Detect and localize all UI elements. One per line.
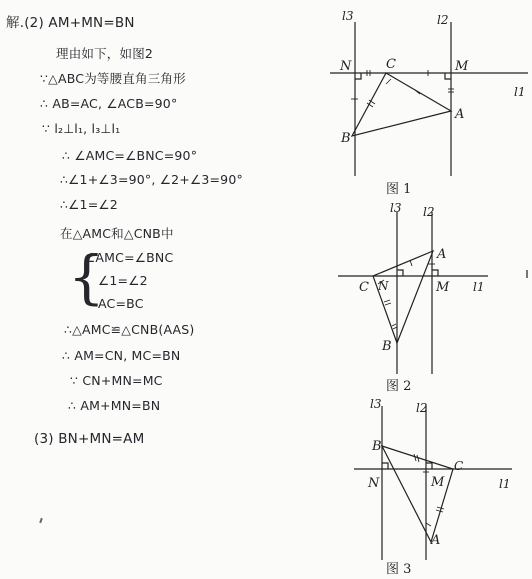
solution-line-9: 在△AMC和△CNB中: [60, 226, 174, 241]
fig1-l3-label: l3: [342, 9, 354, 23]
fig2-point-A: A: [437, 247, 447, 262]
fig3-caption: 图 3: [386, 562, 412, 577]
fig1-point-C: C: [386, 57, 396, 72]
fig3-point-M: M: [431, 475, 445, 490]
solution-line-16: ∴ AM+MN=BN: [68, 398, 161, 413]
fig1-point-M: M: [455, 59, 469, 74]
system-brace: {: [68, 243, 105, 311]
fig2-point-C: C: [359, 280, 369, 295]
fig1-caption: 图 1: [386, 182, 412, 197]
fig3-point-B: B: [372, 439, 382, 454]
fig2-l1-label: l1: [473, 280, 485, 294]
fig3-point-A: A: [431, 533, 441, 548]
solution-line-13: ∴△AMC≌△CNB(AAS): [64, 322, 195, 337]
fig2-point-B: B: [382, 339, 392, 354]
solution-line-6: ∴ ∠AMC=∠BNC=90°: [62, 148, 198, 163]
fig1-l1-label: l1: [514, 85, 526, 99]
solution-line-5: ∵ l₂⊥l₁, l₃⊥l₁: [42, 121, 121, 136]
fig2-l2-label: l2: [423, 205, 435, 219]
fig1-point-N: N: [340, 59, 352, 74]
fig3-point-N: N: [368, 476, 380, 491]
fig3-l2-label: l2: [416, 401, 428, 415]
solution-line-12: AC=BC: [98, 296, 144, 311]
solution-line-15: ∵ CN+MN=MC: [70, 373, 163, 388]
fig1-l2-label: l2: [437, 13, 449, 27]
figure-3: [330, 392, 532, 562]
figure-1: [330, 0, 532, 178]
solution-line-4: ∴ AB=AC, ∠ACB=90°: [40, 96, 178, 111]
solution-line-14: ∴ AM=CN, MC=BN: [62, 348, 181, 363]
solution-line-17: (3) BN+MN=AM: [34, 431, 145, 447]
fig2-l3-label: l3: [390, 201, 402, 215]
fig3-l1-label: l1: [499, 477, 511, 491]
fig2-caption: 图 2: [386, 379, 412, 394]
fig3-point-C: C: [454, 459, 464, 473]
fig2-point-M: M: [436, 280, 450, 295]
solution-line-10: ∠AMC=∠BNC: [84, 250, 174, 265]
fig2-point-N: N: [378, 279, 389, 293]
solution-line-8: ∴∠1=∠2: [60, 197, 118, 212]
solution-line-7: ∴∠1+∠3=90°, ∠2+∠3=90°: [60, 172, 243, 187]
fig1-point-A: A: [455, 107, 465, 122]
solution-line-1: 解.(2) AM+MN=BN: [6, 15, 135, 31]
solution-line-2: 理由如下，如图2: [56, 46, 154, 61]
figure-2: [330, 198, 532, 376]
fig1-point-B: B: [341, 131, 351, 146]
pen-mark: [39, 518, 43, 523]
solution-line-3: ∵△ABC为等腰直角三角形: [40, 71, 186, 86]
fig3-l3-label: l3: [370, 397, 382, 411]
solution-line-11: ∠1=∠2: [98, 273, 148, 288]
